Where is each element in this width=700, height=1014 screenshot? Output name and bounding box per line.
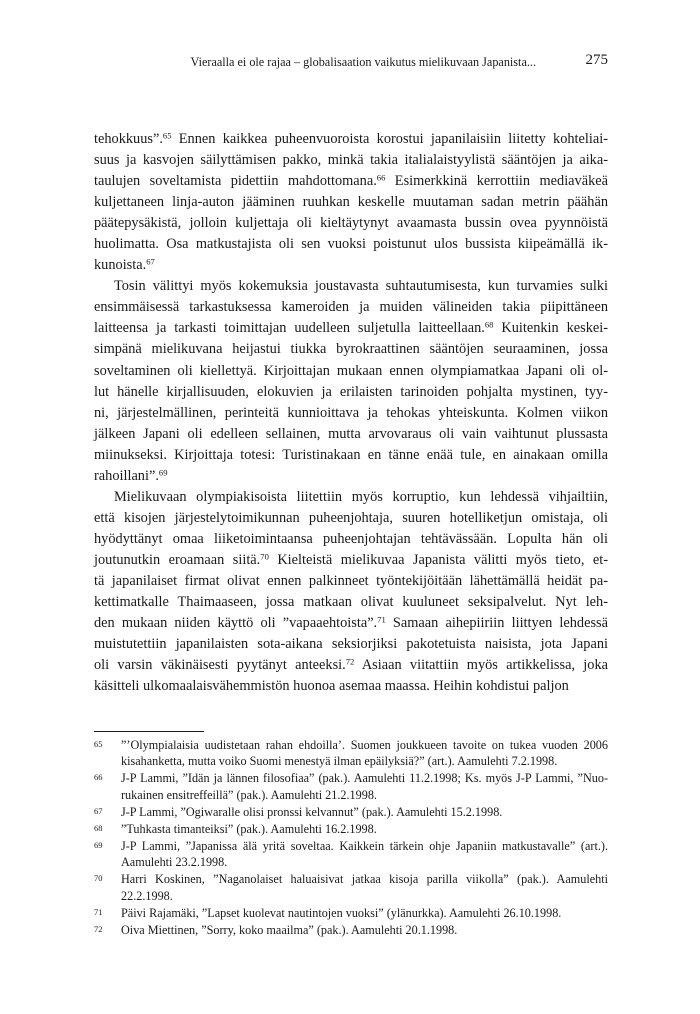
text-run: miinukseksi. Kirjoittaja totesi: Turistinakaan en tänne enää tule, en ainakaan omilla xyxy=(94,446,608,463)
footnote-text: kisahanketta, mutta voiko Suomi menestyä ilman epäilyksiä?” (art.). Aamulehti 7.2.1998. xyxy=(121,754,558,769)
text-line xyxy=(94,466,608,487)
footnote xyxy=(94,804,608,820)
footnote-ref: 65 xyxy=(162,130,172,141)
text-line xyxy=(94,424,608,445)
text-line xyxy=(94,171,608,192)
text-run: kettimatkalle Thaimaaseen, jossa matkaan olivat kuuluneet seksipalvelut. Nyt leh- xyxy=(94,594,608,611)
text-run: den mukaan niiden käyttö oli ”vapaaehtoista”. xyxy=(94,615,378,632)
text-run: muistutettiin japanilaisten sota-aikana seksiorjiksi pakotetuista naisista, jota Japani xyxy=(94,636,608,653)
footnote-ref: 71 xyxy=(377,614,386,625)
footnote-text: rukainen ensitreffeillä” (pak.). Aamulehti 21.2.1998. xyxy=(121,787,377,802)
footnote xyxy=(94,922,608,938)
text-line xyxy=(94,318,608,339)
footnote-text: ”Tuhkasta timanteiksi” (pak.). Aamulehti 16.2.1998. xyxy=(121,821,377,836)
footnote-ref: 72 xyxy=(345,656,355,667)
text-run: rahoillani”. xyxy=(94,467,159,484)
text-run: päätepysäkistä, jolloin kuljettaja oli kieltäytynyt avaamasta bussin ovea pyynnöistä xyxy=(94,215,608,232)
footnote-ref: 69 xyxy=(158,467,168,478)
footnote-text: J-P Lammi, ”Idän ja lännen filosofiaa” (pak.). Aamulehti 11.2.1998; Ks. myös J-P Lammi, ”Nuo- xyxy=(121,771,608,786)
text-line xyxy=(94,276,608,297)
text-line xyxy=(94,655,608,676)
text-run: tä japanilaiset firmat olivat ennen palkinneet työntekijöitään lähettämällä heidät pa- xyxy=(94,572,608,589)
footnote xyxy=(94,737,608,770)
text-run: simpänä mielikuvana heijastui tiukka byrokraattinen sääntöjen seuraaminen, jossa xyxy=(94,341,608,358)
footnote-text: ”’Olympialaisia uudistetaan rahan ehdoilla’. Suomen joukkueen tavoite on tukea vuoden 2006 xyxy=(121,738,608,752)
footnote-number: 69 xyxy=(94,839,103,850)
footnote-number: 67 xyxy=(94,805,103,816)
text-run: ni, järjestelmällinen, perinteitä kunnioittava ja tehokas yhteiskunta. Kolmen viikon xyxy=(94,404,608,421)
text-run: lut hänelle kirjallisuuden, elokuvien ja erilaisten tarinoiden pohjalta mystinen, tyy- xyxy=(94,383,608,400)
footnote-text: J-P Lammi, ”Ogiwaralle olisi pronssi kelvannut” (pak.). Aamulehti 15.2.1998. xyxy=(121,804,503,819)
page-header xyxy=(94,52,608,74)
body-text xyxy=(94,129,608,697)
footnote xyxy=(94,770,608,803)
text-line xyxy=(94,445,608,466)
text-run: suus ja kasvojen säilyttämisen pakko, minkä takia italialaistyylistä sääntöjen ja aika- xyxy=(94,152,608,169)
text-line xyxy=(94,550,608,571)
text-run: oli varsin väkinäisesti pyytänyt anteeksi. xyxy=(94,657,346,674)
text-line xyxy=(94,508,608,529)
footnote-number: 65 xyxy=(94,739,103,749)
text-line xyxy=(94,213,608,234)
text-run: taulujen soveltamista pidettiin mahdottomana. xyxy=(94,173,377,190)
footnote-text: Päivi Rajamäki, ”Lapset kuolevat nautintojen vuoksi” (ylänurkka). Aamulehti 26.10.1998. xyxy=(121,905,562,920)
text-line xyxy=(94,297,608,318)
paragraph xyxy=(94,129,608,276)
footnote xyxy=(94,871,608,904)
running-head: Vieraalla ei ole rajaa – globalisaation vaikutus mielikuvaan Japanista... xyxy=(190,55,536,69)
text-run: ensimmäisessä tarkastuksessa kameroiden ja muiden välineiden takia piipittäneen xyxy=(94,299,608,316)
footnotes xyxy=(94,737,608,939)
footnote-number: 71 xyxy=(94,906,103,917)
text-line xyxy=(94,613,608,634)
footnote-text: Oiva Miettinen, ”Sorry, koko maailma” (pak.). Aamulehti 20.1.1998. xyxy=(121,922,458,937)
footnote-number: 72 xyxy=(94,923,103,934)
text-run: Asiaan viitattiin myös artikkelissa, joka xyxy=(354,657,608,674)
text-run: Kielteistä mielikuvaa Japanista välitti myös tieto, et- xyxy=(268,551,608,568)
footnote-number: 68 xyxy=(94,822,103,833)
text-line xyxy=(94,255,608,276)
footnote-ref: 70 xyxy=(260,551,269,562)
paragraph xyxy=(94,276,608,486)
text-line xyxy=(94,361,608,382)
text-run: Tosin välittyi myös kokemuksia joustavasta suhtautumisesta, kun turvamies sulki xyxy=(114,278,608,295)
text-run: Samaan aihepiiriin liittyen lehdessä xyxy=(385,615,608,632)
text-run: joutunutkin eroamaan siitä. xyxy=(94,551,261,568)
text-run: Esimerkkinä kerrottiin mediaväkeä xyxy=(385,173,608,190)
text-line xyxy=(94,676,608,697)
text-run: hyödyttänyt omaa liiketoimintaansa puheenjohtajan tehtävässään. Lopulta hän oli xyxy=(94,530,608,547)
text-line xyxy=(94,571,608,592)
footnote-text: Harri Koskinen, ”Naganolaiset haluaisivat jatkaa kisoja parilla viikolla” (pak.). Aamulehti xyxy=(121,872,608,887)
footnote-text: Aamulehti 23.2.1998. xyxy=(121,855,228,870)
text-line xyxy=(94,403,608,424)
text-line xyxy=(94,129,608,150)
footnote-divider xyxy=(94,731,204,732)
paragraph xyxy=(94,487,608,697)
footnote-number: 70 xyxy=(94,873,103,884)
footnote xyxy=(94,905,608,921)
text-line xyxy=(94,192,608,213)
text-line xyxy=(94,487,608,508)
text-line xyxy=(94,529,608,550)
text-run: kunoista. xyxy=(94,257,147,274)
footnote-ref: 67 xyxy=(146,256,155,267)
text-run: tehokkuus”. xyxy=(94,131,163,147)
text-line xyxy=(94,634,608,655)
footnote-text: 22.2.1998. xyxy=(121,888,173,903)
text-line xyxy=(94,592,608,613)
footnote xyxy=(94,821,608,837)
text-run: Ennen kaikkea puheenvuoroista korostui japanilaisiin liitetty kohteliai- xyxy=(171,131,608,147)
text-run: jälkeen Japani oli edelleen sellainen, mutta arvovaraus oli vain vaihtunut plussasta xyxy=(94,425,608,442)
text-run: Kuitenkin keskei- xyxy=(493,320,608,337)
text-run: laitteensa ja tarkasti toimittajan uudelleen suljetulla laitteellaan. xyxy=(94,320,485,337)
footnote-text: J-P Lammi, ”Japanissa älä yritä soveltaa. Kaikkein tärkein ohje Japaniin matkustavalle” (art.). xyxy=(121,838,608,853)
text-line xyxy=(94,150,608,171)
footnote-number: 66 xyxy=(94,772,103,783)
text-line xyxy=(94,234,608,255)
text-run: Mielikuvaan olympiakisoista liitettiin myös korruptio, kun lehdessä vihjailtiin, xyxy=(114,488,608,505)
text-run: soveltaminen oli kiellettyä. Kirjoittajan mukaan ennen olympiamatkaa Japani oli ol- xyxy=(94,362,608,379)
text-line xyxy=(94,382,608,403)
footnote-ref: 68 xyxy=(484,319,494,330)
footnote xyxy=(94,838,608,871)
text-run: huolimatta. Osa matkustajista oli sen vuoksi poistunut ulos bussista kiipeämällä ik- xyxy=(94,236,608,253)
page-number: 275 xyxy=(585,52,608,68)
text-line xyxy=(94,339,608,360)
text-run: että kisojen järjestelytoimikunnan puheenjohtaja, suuren hotelliketjun omistaja, oli xyxy=(94,509,608,526)
footnote-ref: 66 xyxy=(376,172,386,183)
text-run: kuljettaneen linja-auton jääminen ruuhkan keskelle muutaman sadan metrin päähän xyxy=(94,194,608,211)
text-run: käsitteli ulkomaalaisvähemmistön huonoa asemaa maassa. Heihin kohdistui paljon xyxy=(94,678,569,695)
